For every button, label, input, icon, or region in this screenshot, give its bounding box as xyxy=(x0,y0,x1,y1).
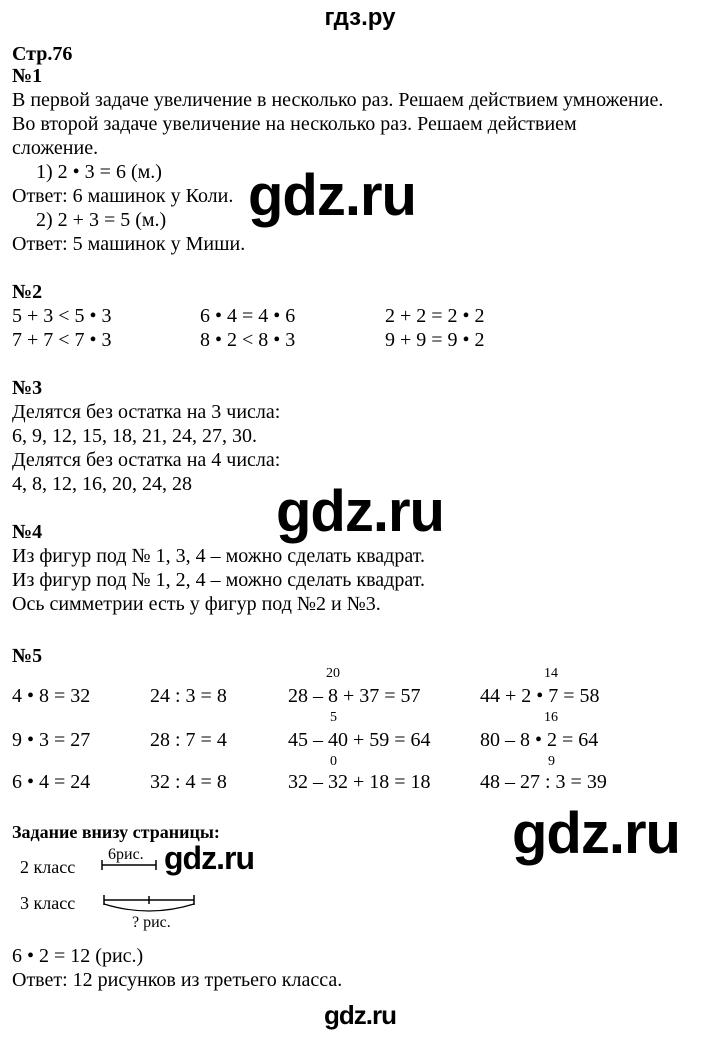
task5-label: №5 xyxy=(12,645,43,667)
task3-line-1: Делятся без остатка на 3 числа: xyxy=(12,401,281,423)
task5-cell: 80 – 8 • 2 = 64 xyxy=(480,729,599,751)
class2-label: 2 класс xyxy=(20,857,76,877)
task1-line-3: сложение. xyxy=(12,137,99,159)
watermark-4: gdz.ru xyxy=(164,840,254,876)
task2-cell: 6 • 4 = 4 • 6 xyxy=(200,305,296,327)
task1-step-2: 2) 2 + 3 = 5 (м.) xyxy=(36,209,167,231)
task5-cell: 32 : 4 = 8 xyxy=(150,771,227,793)
task2-cell: 8 • 2 < 8 • 3 xyxy=(200,329,296,351)
page-label: Стр.76 xyxy=(12,43,73,65)
task5-note: 14 xyxy=(544,666,558,681)
task5-cell: 48 – 27 : 3 = 39 xyxy=(480,771,607,793)
task5-note: 16 xyxy=(544,710,558,725)
task5-cell: 28 – 8 + 37 = 57 xyxy=(288,685,421,707)
task5-cell: 44 + 2 • 7 = 58 xyxy=(480,685,600,707)
task5-cell: 45 – 40 + 59 = 64 xyxy=(288,729,431,751)
task2-cell: 2 + 2 = 2 • 2 xyxy=(385,305,485,327)
task2-cell: 7 + 7 < 7 • 3 xyxy=(12,329,112,351)
task5-note: 0 xyxy=(330,754,337,769)
task3-line-4: 4, 8, 12, 16, 20, 24, 28 xyxy=(12,473,192,495)
task3-line-3: Делятся без остатка на 4 числа: xyxy=(12,449,281,471)
task5-cell: 32 – 32 + 18 = 18 xyxy=(288,771,431,793)
task5-cell: 28 : 7 = 4 xyxy=(150,729,227,751)
task5-cell: 6 • 4 = 24 xyxy=(12,771,91,793)
task1-line-1: В первой задаче увеличение в несколько раз. Решаем действием умножение. xyxy=(12,89,664,111)
task5-cell: 4 • 8 = 32 xyxy=(12,685,91,707)
class3-note: ? рис. xyxy=(132,914,171,931)
task2-cell: 5 + 3 < 5 • 3 xyxy=(12,305,112,327)
task5-note: 5 xyxy=(330,710,337,725)
watermark-2: gdz.ru xyxy=(276,479,444,544)
task4-label: №4 xyxy=(12,521,43,543)
task5-cell: 9 • 3 = 27 xyxy=(12,729,91,751)
class2-note: 6рис. xyxy=(108,846,144,863)
task1-step-1: 1) 2 • 3 = 6 (м.) xyxy=(36,161,162,183)
watermark-3: gdz.ru xyxy=(512,801,680,866)
task4-line-1: Из фигур под № 1, 3, 4 – можно сделать квадрат. xyxy=(12,545,425,567)
task2-label: №2 xyxy=(12,281,43,303)
bottom-task-label: Задание внизу страницы: xyxy=(12,822,220,842)
task4-line-2: Из фигур под № 1, 2, 4 – можно сделать квадрат. xyxy=(12,569,425,591)
bottom-solution: 6 • 2 = 12 (рис.) xyxy=(12,945,144,967)
task5-note: 20 xyxy=(326,666,340,681)
task3-label: №3 xyxy=(12,377,43,399)
watermark-1: gdz.ru xyxy=(248,163,416,228)
site-header: гдз.ру xyxy=(324,4,396,31)
task2-cell: 9 + 9 = 9 • 2 xyxy=(385,329,485,351)
task5-note: 9 xyxy=(548,754,555,769)
task3-line-2: 6, 9, 12, 15, 18, 21, 24, 27, 30. xyxy=(12,425,257,447)
task1-answer-1: Ответ: 6 машинок у Коли. xyxy=(12,185,234,207)
task1-label: №1 xyxy=(12,65,43,87)
bottom-answer: Ответ: 12 рисунков из третьего класса. xyxy=(12,969,343,991)
task1-answer-2: Ответ: 5 машинок у Миши. xyxy=(12,233,246,255)
task5-cell: 24 : 3 = 8 xyxy=(150,685,227,707)
class2-segment xyxy=(100,858,160,872)
class3-label: 3 класс xyxy=(20,893,76,913)
task4-line-3: Ось симметрии есть у фигур под №2 и №3. xyxy=(12,593,381,615)
task1-line-2: Во второй задаче увеличение на несколько раз. Решаем действием xyxy=(12,113,577,135)
footer-watermark: gdz.ru xyxy=(324,1000,396,1030)
